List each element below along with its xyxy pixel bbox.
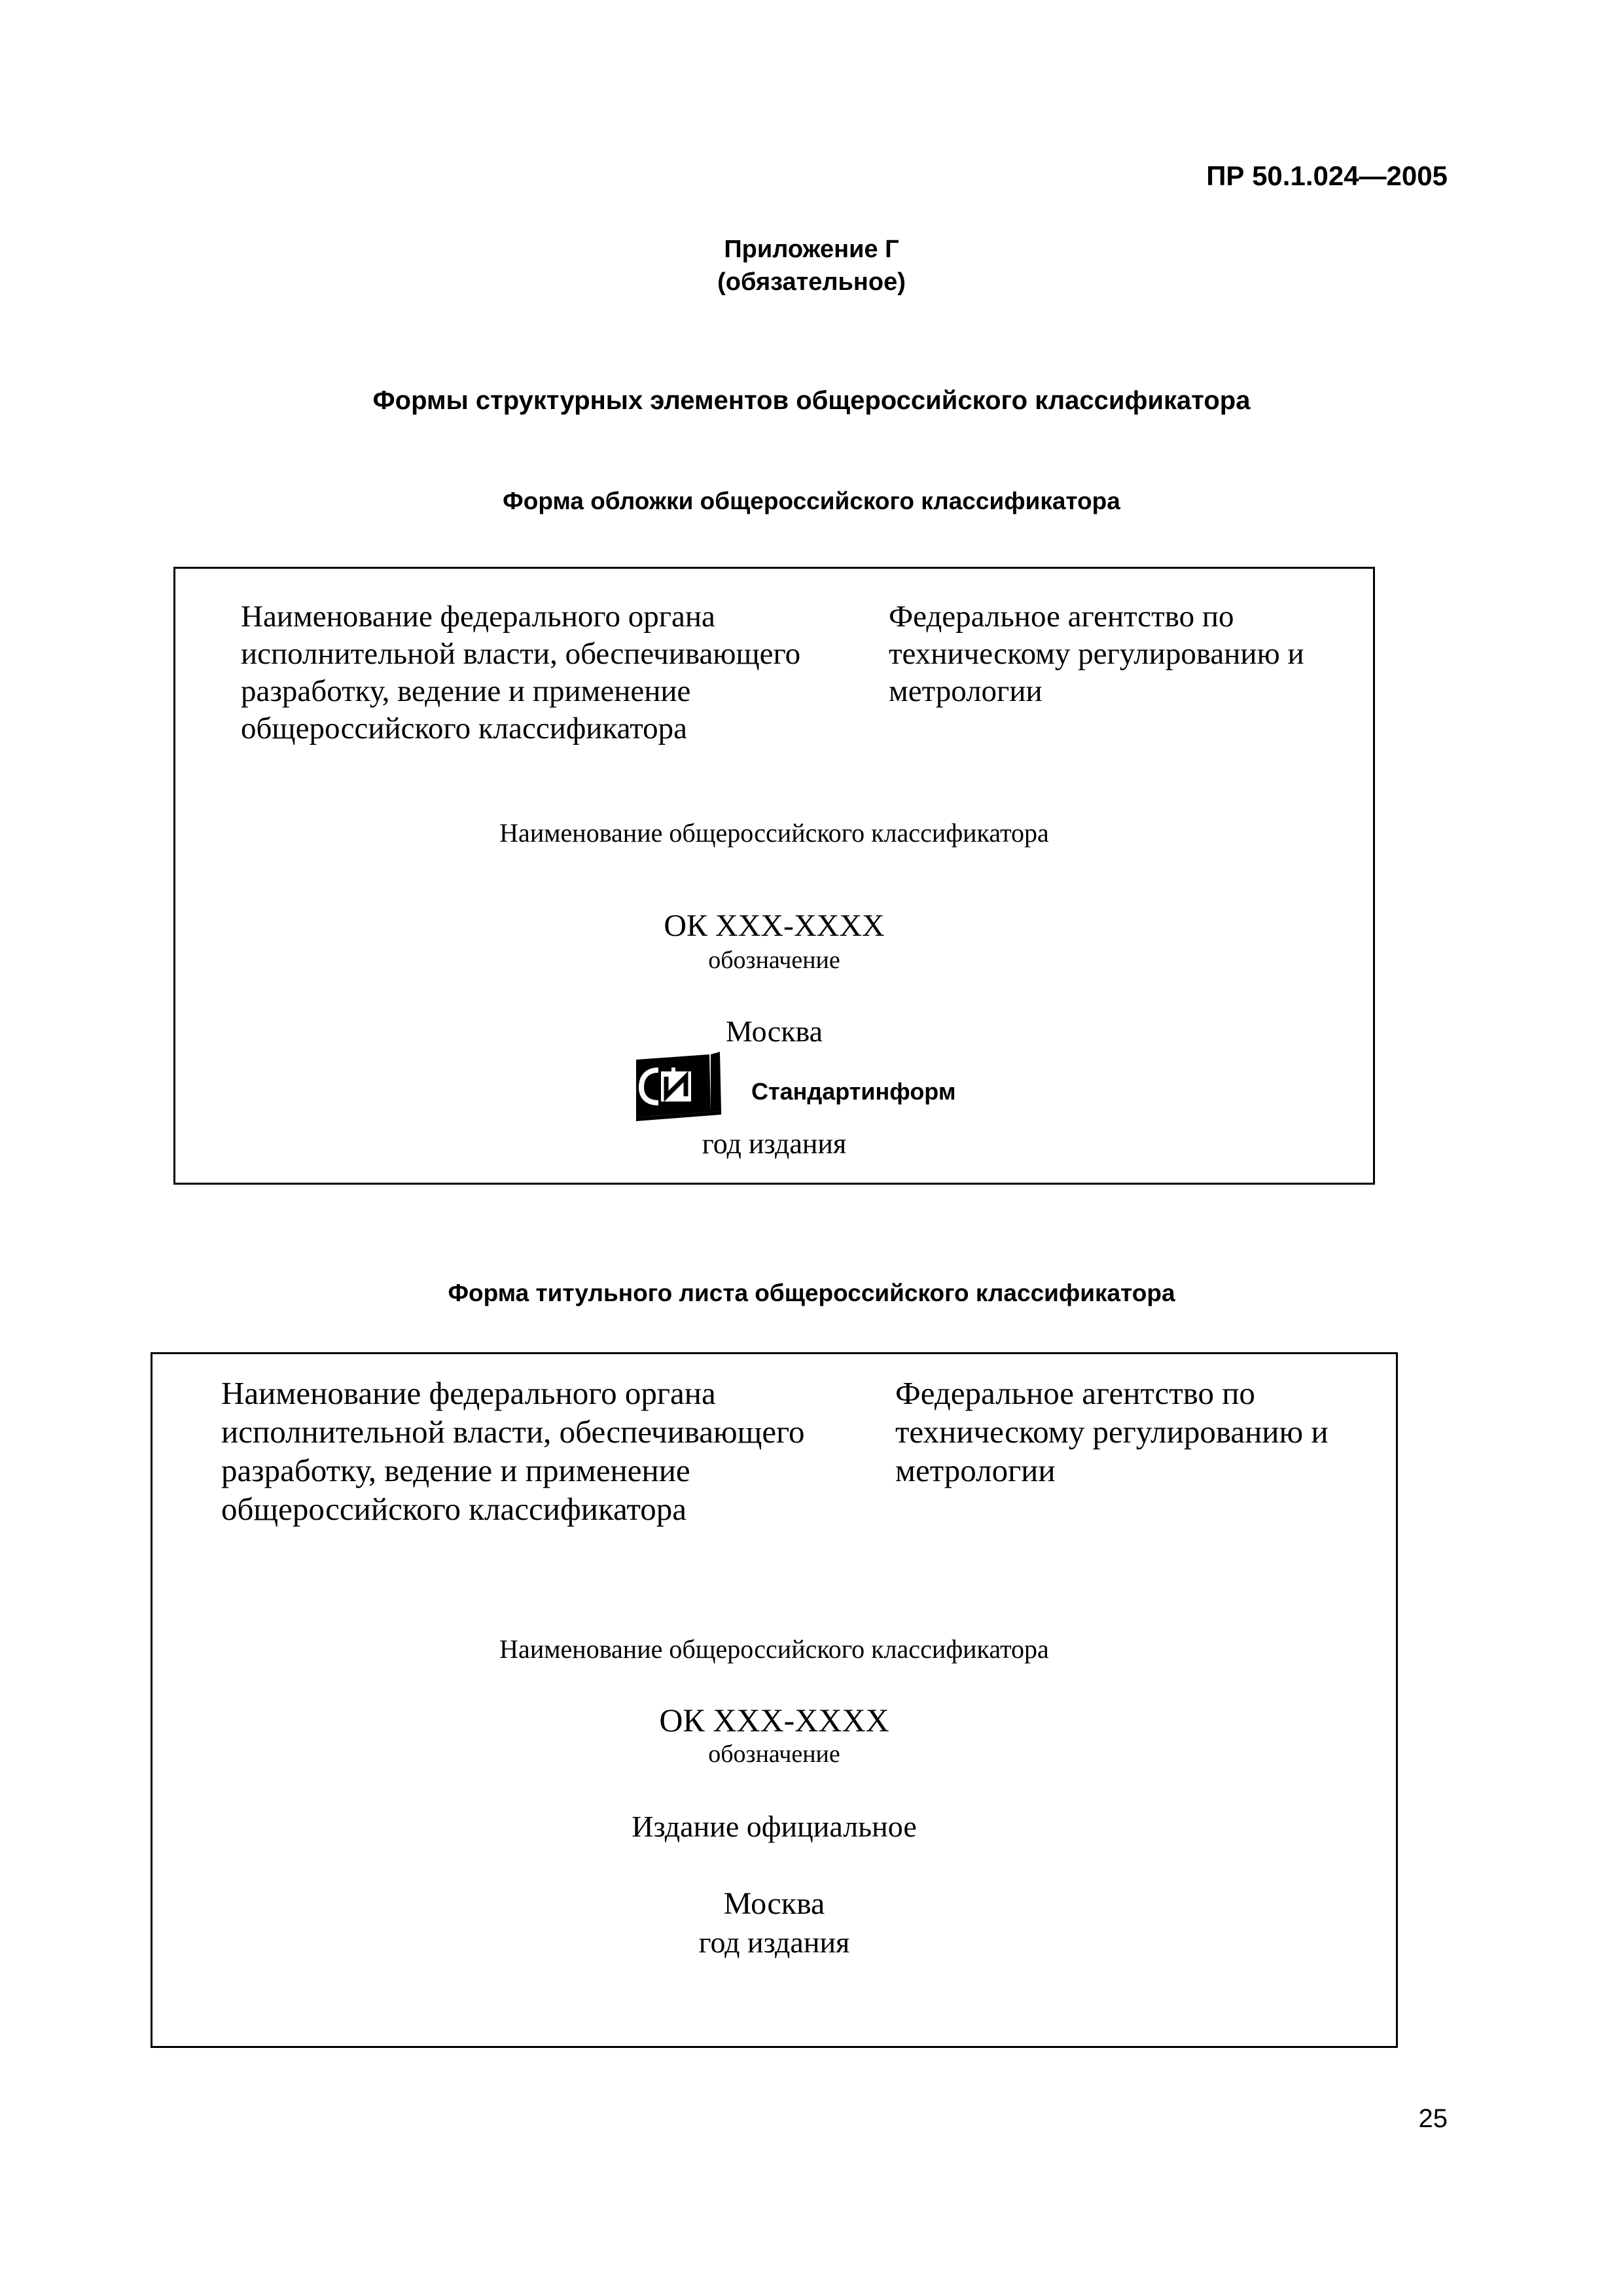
cover-authority-placeholder: Наименование федерального органа исполнительной власти, обеспечивающего разработку, ведение и применение общероссийского классификатора bbox=[241, 600, 801, 745]
cover-form-heading: Форма обложки общероссийского классификатора bbox=[503, 488, 1120, 514]
page-number: 25 bbox=[1418, 2104, 1448, 2133]
cover-city: Москва bbox=[725, 1014, 823, 1048]
publisher-name: Стандартинформ bbox=[751, 1078, 956, 1105]
title-edition: Издание официальное bbox=[632, 1810, 917, 1843]
main-heading: Формы структурных элементов общероссийского классификатора bbox=[372, 386, 1251, 415]
cover-code-caption: обозначение bbox=[708, 946, 840, 974]
title-classifier-name: Наименование общероссийского классификатора bbox=[499, 1634, 1049, 1664]
title-classifier-code: ОК XXX-XXXX bbox=[659, 1702, 889, 1738]
standartinform-logo-icon bbox=[632, 1052, 724, 1124]
title-form-frame bbox=[151, 1352, 1398, 2048]
cover-year: год издания bbox=[702, 1128, 847, 1160]
document-code: ПР 50.1.024—2005 bbox=[1206, 160, 1448, 191]
title-authority-placeholder: Наименование федерального органа исполнительной власти, обеспечивающего разработку, ведение и применение общероссийского классификатора bbox=[221, 1375, 805, 1527]
appendix-title: Приложение Г bbox=[724, 236, 899, 263]
title-form-heading: Форма титульного листа общероссийского классификатора bbox=[448, 1280, 1175, 1306]
title-year: год издания bbox=[698, 1926, 850, 1959]
cover-agency-name: Федеральное агентство по техническому регулированию и метрологии bbox=[889, 600, 1304, 708]
title-code-caption: обозначение bbox=[708, 1740, 840, 1768]
cover-form-frame bbox=[173, 567, 1375, 1185]
title-agency-name: Федеральное агентство по техническому регулированию и метрологии bbox=[895, 1375, 1329, 1488]
cover-classifier-name: Наименование общероссийского классификатора bbox=[499, 818, 1049, 848]
appendix-status: (обязательное) bbox=[717, 268, 906, 296]
title-city: Москва bbox=[723, 1886, 825, 1921]
cover-classifier-code: ОК XXX-XXXX bbox=[664, 908, 885, 943]
